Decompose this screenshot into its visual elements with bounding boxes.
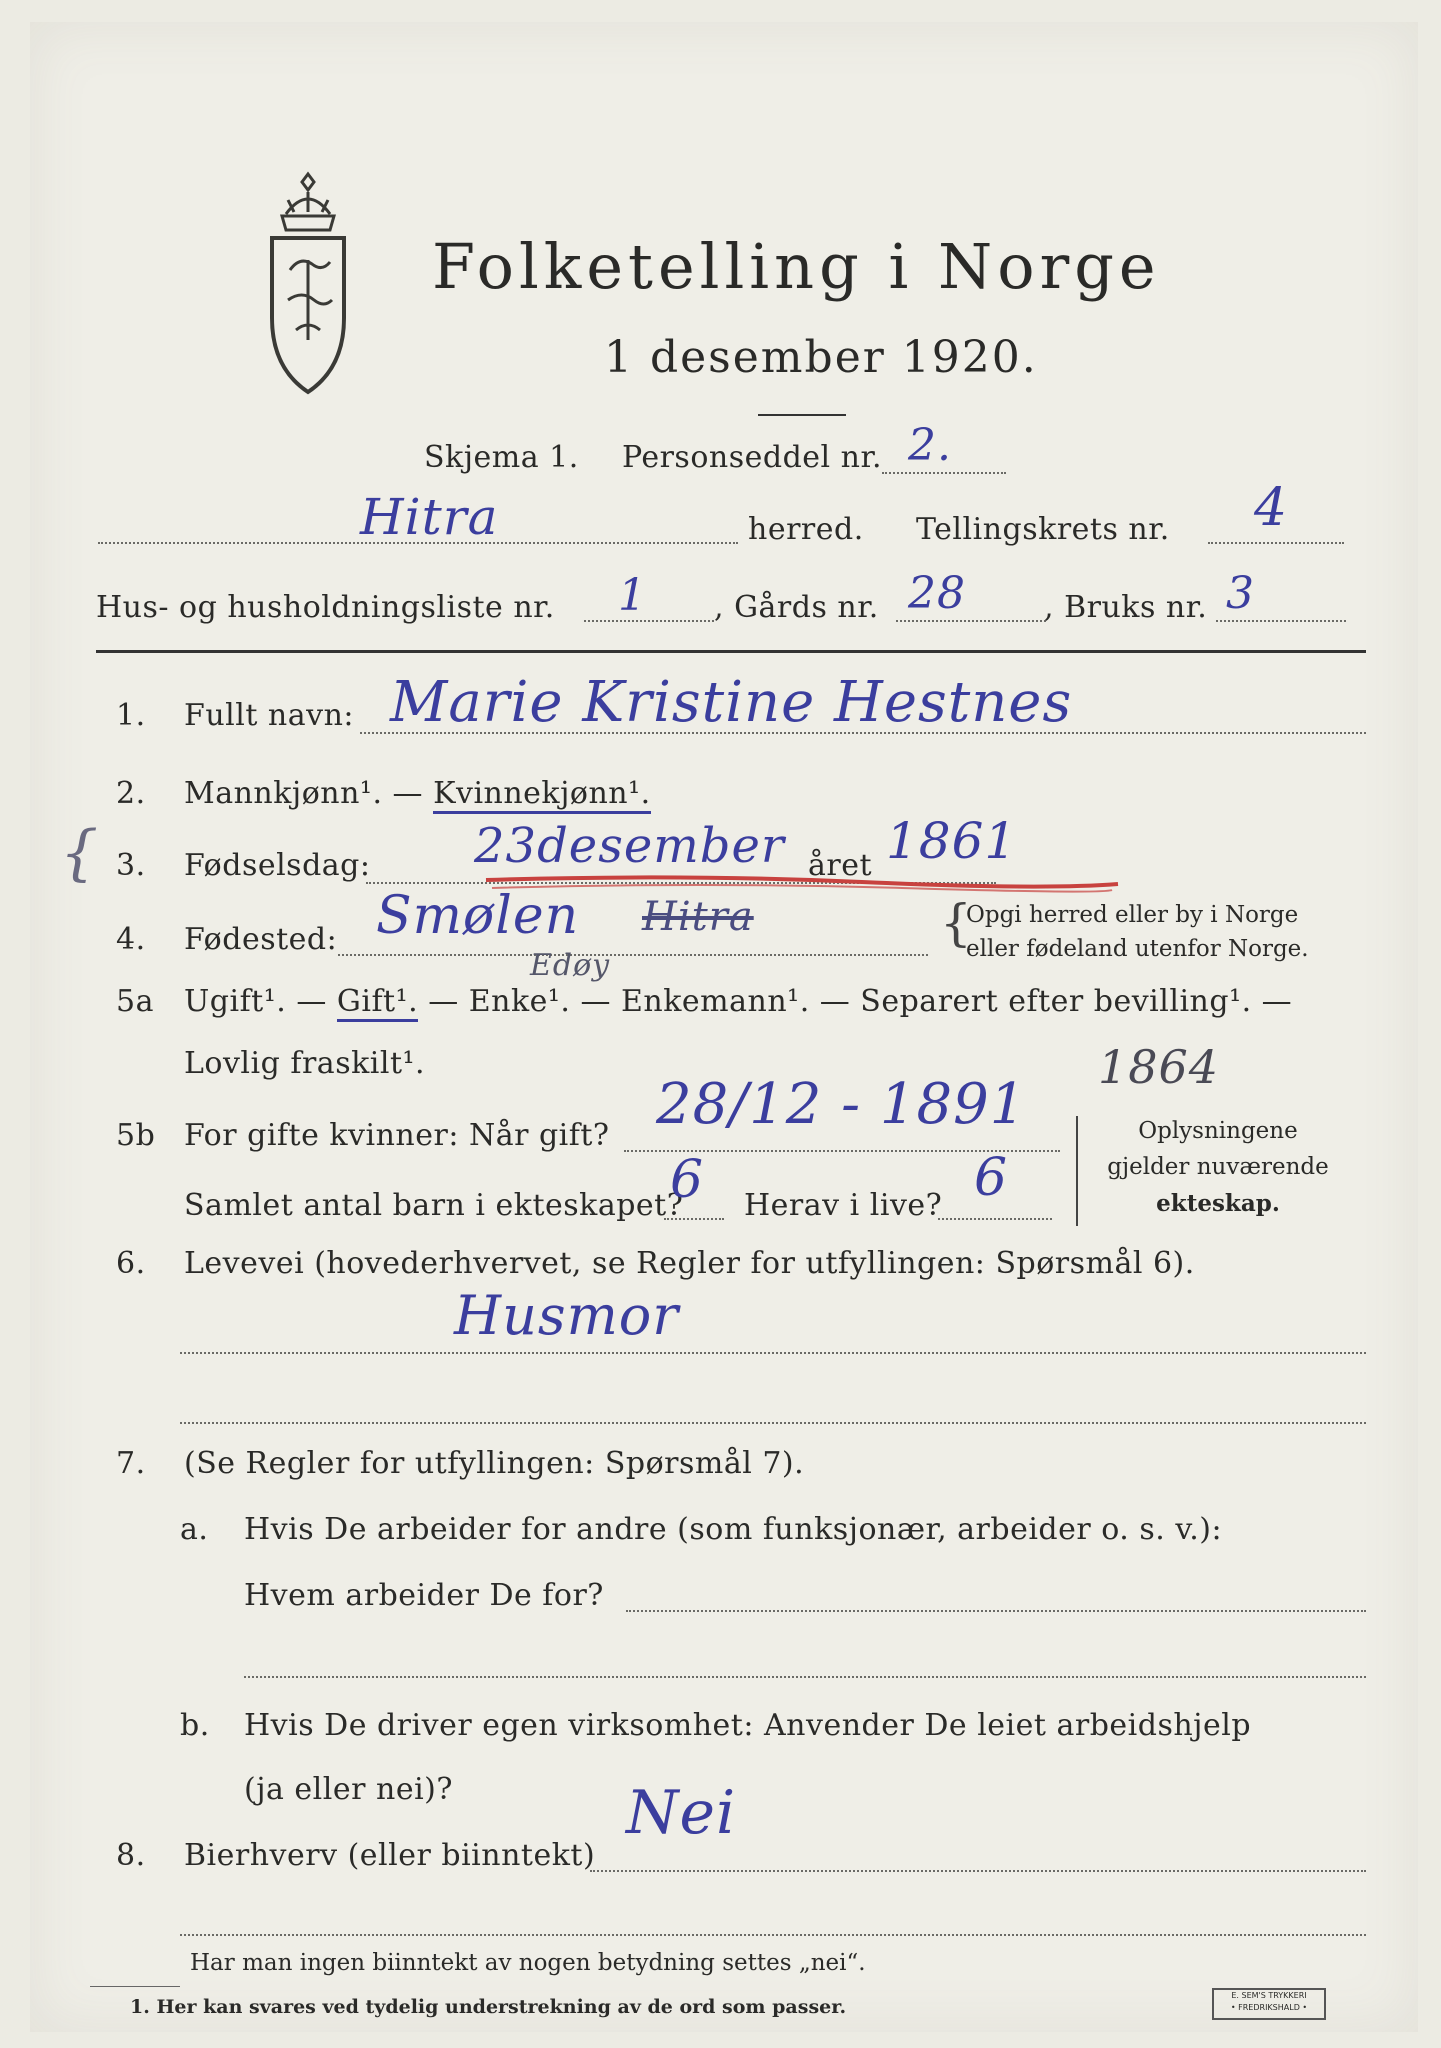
gards-value: 28 bbox=[908, 568, 966, 619]
q5a-number: 5a bbox=[116, 984, 154, 1019]
census-date: 1 desember 1920. bbox=[604, 332, 1038, 383]
herred-value: Hitra bbox=[360, 488, 499, 546]
footnote: 1. Her kan svares ved tydelig understrekning av de ord som passer. bbox=[130, 1996, 847, 2018]
q3-number: 3. bbox=[116, 848, 146, 883]
q5a-ugift: Ugift¹. — bbox=[184, 984, 337, 1019]
q5b-live-dotted-line bbox=[938, 1218, 1052, 1220]
q7a-dotted-line-1 bbox=[626, 1610, 1366, 1612]
q6-number: 6. bbox=[116, 1246, 146, 1281]
tellingskrets-dotted-line bbox=[1208, 542, 1344, 544]
personseddel-value: 2. bbox=[908, 420, 952, 471]
bruks-dotted-line bbox=[1216, 620, 1346, 622]
title-divider bbox=[758, 414, 846, 416]
q5b-note-line2: gjelder nuværende bbox=[1107, 1154, 1329, 1180]
q3-birth-day: 23desember bbox=[474, 818, 785, 874]
q1-full-name: Marie Kristine Hestnes bbox=[390, 670, 1073, 735]
q4-note-line2: eller fødeland utenfor Norge. bbox=[966, 936, 1309, 962]
personseddel-label: Personseddel nr. bbox=[622, 440, 883, 475]
q5b-note-line3: ekteskap. bbox=[1156, 1190, 1280, 1217]
q3-aret-label: året bbox=[808, 848, 873, 883]
q3-birth-year: 1861 bbox=[886, 812, 1018, 870]
q5b-note-line1: Oplysningene bbox=[1138, 1118, 1298, 1144]
q3-label: Fødselsdag: bbox=[184, 848, 371, 883]
skjema-label: Skjema 1. bbox=[424, 440, 579, 475]
q4-note-brace: { bbox=[940, 894, 972, 952]
q8-label: Bierhverv (eller biinntekt) bbox=[184, 1838, 596, 1873]
margin-bracket-mark: { bbox=[60, 818, 99, 888]
q4-birthplace-extra: Edøy bbox=[530, 948, 611, 983]
q6-dotted-line-2 bbox=[180, 1422, 1366, 1424]
q5b-marriage-date: 28/12 - 1891 bbox=[656, 1072, 1027, 1137]
q7b-letter: b. bbox=[180, 1708, 210, 1743]
q7b-line1: Hvis De driver egen virksomhet: Anvender De leiet arbeidshjelp bbox=[244, 1708, 1252, 1743]
q4-label: Fødested: bbox=[184, 922, 338, 957]
q8-dotted-line bbox=[590, 1870, 1366, 1872]
q8-number: 8. bbox=[116, 1838, 146, 1873]
form-title: Folketelling i Norge bbox=[432, 230, 1161, 303]
personseddel-dotted-line bbox=[882, 472, 1006, 474]
q5b-barn-dotted-line bbox=[664, 1218, 724, 1220]
q2-number: 2. bbox=[116, 776, 146, 811]
q4-birthplace-struck: Hitra bbox=[642, 894, 754, 940]
tellingskrets-value: 4 bbox=[1254, 478, 1289, 538]
q5b-barn-label: Samlet antal barn i ekteskapet? bbox=[184, 1188, 684, 1223]
gards-label: , Gårds nr. bbox=[714, 590, 879, 625]
q2-kvinne-underlined: Kvinnekjønn¹. bbox=[433, 776, 651, 814]
footnote-rule bbox=[90, 1986, 180, 1987]
hus-label: Hus- og husholdningsliste nr. bbox=[96, 590, 555, 625]
q4-dotted-line bbox=[338, 954, 928, 956]
q7a-line2: Hvem arbeider De for? bbox=[244, 1578, 604, 1613]
q2-mann: Mannkjønn¹. — bbox=[184, 776, 434, 811]
q5a-other-options: — Enke¹. — Enkemann¹. — Separert efter bevilling¹. — bbox=[418, 984, 1293, 1019]
q5b-number: 5b bbox=[116, 1118, 156, 1153]
q7b-line2: (ja eller nei)? bbox=[244, 1772, 453, 1807]
q7a-line1: Hvis De arbeider for andre (som funksjonær, arbeider o. s. v.): bbox=[244, 1512, 1223, 1547]
q6-occupation: Husmor bbox=[454, 1284, 680, 1347]
q5b-children-total: 6 bbox=[670, 1150, 705, 1210]
q7-number: 7. bbox=[116, 1446, 146, 1481]
q6-label: Levevei (hovederhvervet, se Regler for utfyllingen: Spørsmål 6). bbox=[184, 1246, 1195, 1281]
printer-stamp bbox=[1212, 1988, 1326, 2020]
printer-stamp-line1: E. SEM'S TRYKKERI bbox=[1231, 1991, 1307, 2000]
coat-of-arms-icon bbox=[258, 170, 358, 400]
q5a-gift-underlined: Gift¹. bbox=[337, 984, 418, 1022]
q4-note-line1: Opgi herred eller by i Norge bbox=[966, 902, 1299, 928]
q5b-gift-label: For gifte kvinner: Når gift? bbox=[184, 1118, 610, 1153]
bruks-value: 3 bbox=[1226, 568, 1255, 619]
footer-note: Har man ingen biinntekt av nogen betydning settes „nei“. bbox=[190, 1950, 866, 1976]
q4-birthplace: Smølen bbox=[376, 886, 580, 946]
printer-stamp-line2: • FREDRIKSHALD • bbox=[1230, 2003, 1308, 2012]
header-rule bbox=[96, 650, 1366, 653]
tellingskrets-label: Tellingskrets nr. bbox=[916, 512, 1170, 547]
hus-value: 1 bbox=[618, 570, 647, 621]
q5a-options bbox=[184, 984, 1292, 1019]
q8-dotted-line-2 bbox=[180, 1934, 1366, 1936]
q7-label: (Se Regler for utfyllingen: Spørsmål 7). bbox=[184, 1446, 805, 1481]
q5a-line2: Lovlig fraskilt¹. bbox=[184, 1046, 426, 1081]
q7a-letter: a. bbox=[180, 1512, 209, 1547]
q6-dotted-line-1 bbox=[180, 1352, 1366, 1354]
q7a-dotted-line-2 bbox=[244, 1676, 1366, 1678]
q5b-live-label: Herav i live? bbox=[744, 1188, 943, 1223]
bruks-label: , Bruks nr. bbox=[1044, 590, 1208, 625]
hus-dotted-line bbox=[584, 620, 714, 622]
q1-label: Fullt navn: bbox=[184, 698, 355, 733]
herred-label: herred. bbox=[748, 512, 864, 547]
q5b-margin-note: 1864 bbox=[1098, 1040, 1220, 1094]
q2-options bbox=[184, 776, 651, 811]
q8-side-income: Nei bbox=[626, 1778, 737, 1848]
q5b-children-living: 6 bbox=[974, 1148, 1009, 1208]
gards-dotted-line bbox=[896, 620, 1046, 622]
q5b-note-bracket bbox=[1076, 1116, 1078, 1226]
q1-number: 1. bbox=[116, 698, 146, 733]
q4-number: 4. bbox=[116, 922, 146, 957]
census-form bbox=[30, 22, 1418, 2032]
